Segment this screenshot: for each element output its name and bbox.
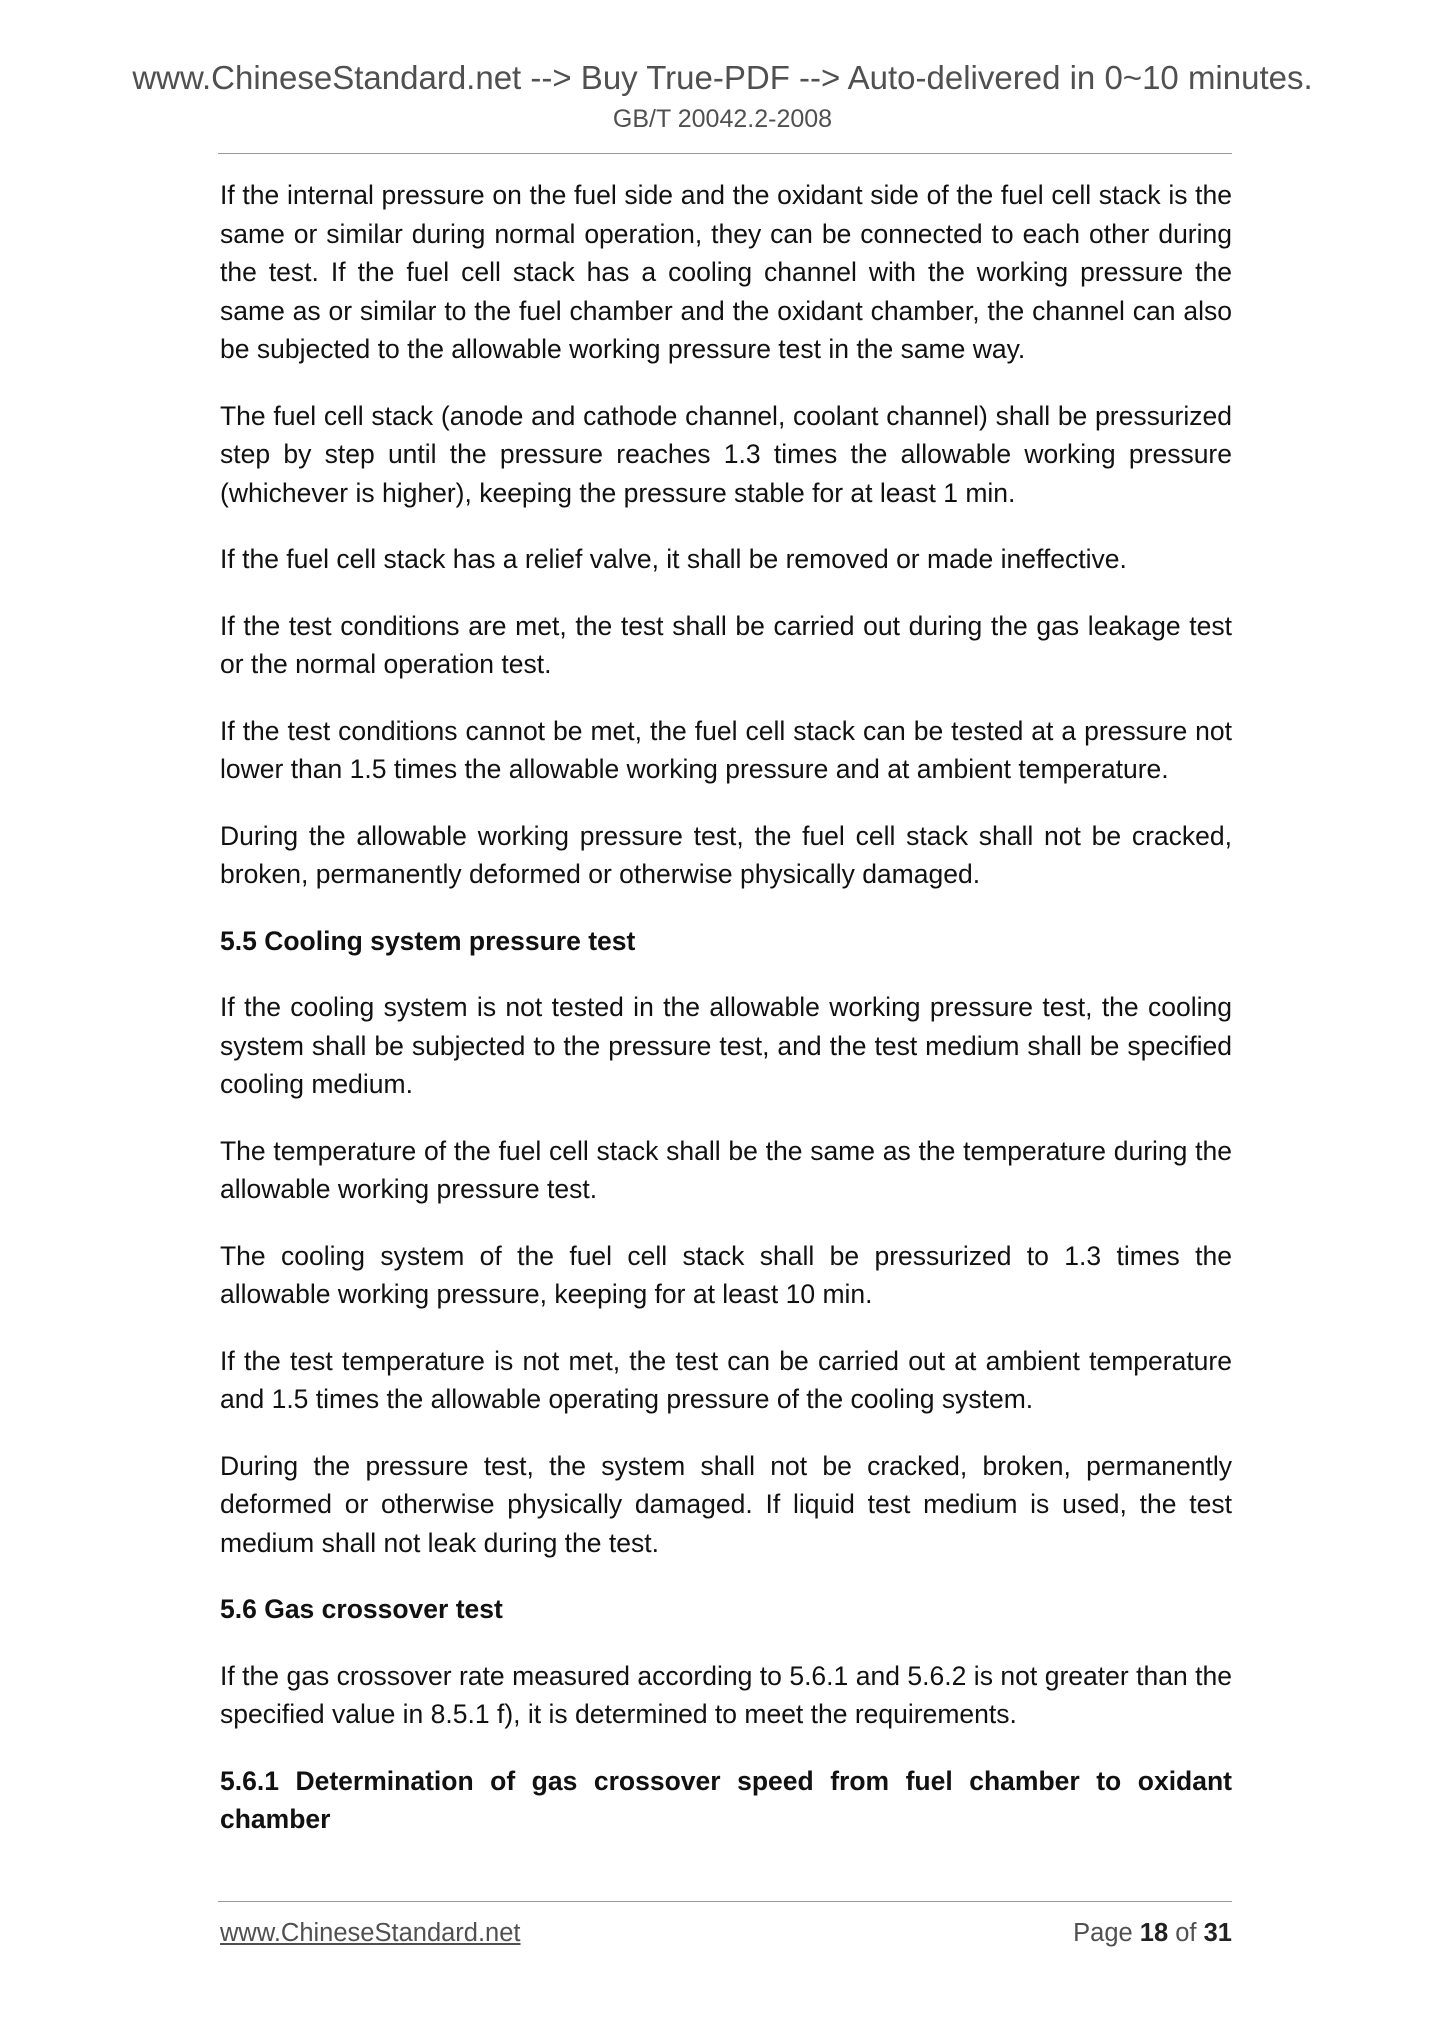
document-body (220, 176, 1232, 1867)
footer-divider (218, 1901, 1232, 1902)
standard-code: GB/T 20042.2-2008 (612, 105, 833, 133)
page-indicator (1073, 1916, 1232, 1950)
paragraph: If the gas crossover rate measured according to 5.6.1 and 5.6.2 is not greater than the specified value in 8.5.1 f), it is determined to meet the requirements. (220, 1660, 1232, 1729)
paragraph: The temperature of the fuel cell stack shall be the same as the temperature during the allowable working pressure test. (220, 1135, 1232, 1204)
page-total: 31 (1203, 1919, 1232, 1947)
section-heading-5-6: 5.6 Gas crossover test (220, 1594, 503, 1624)
header-divider (218, 153, 1232, 154)
paragraph: If the fuel cell stack has a relief valve, it shall be removed or made ineffective. (220, 544, 1127, 574)
page-current: 18 (1139, 1919, 1169, 1947)
section-heading-5-5: 5.5 Cooling system pressure test (220, 925, 636, 956)
header-banner: www.ChineseStandard.net --> Buy True-PDF --> Auto-delivered in 0~10 minutes. (132, 59, 1313, 96)
footer-site-link[interactable]: www.ChineseStandard.net (220, 1919, 521, 1947)
section-heading-5-6-1: 5.6.1 Determination of gas crossover speed from fuel chamber to oxidant chamber (220, 1765, 1232, 1834)
paragraph: If the cooling system is not tested in the allowable working pressure test, the cooling system shall be subjected to the pressure test, and the test medium shall be specified cooling medium. (220, 992, 1232, 1099)
page-word: Page (1073, 1919, 1133, 1947)
paragraph: If the internal pressure on the fuel side and the oxidant side of the fuel cell stack is the same or similar during normal operation, they can be connected to each other during the test. If the fuel cell stack has a cooling channel with the working pressure the same as or similar to the fuel chamber and the oxidant chamber, the channel can also be subjected to the allowable working pressure test in the same way. (220, 180, 1232, 364)
paragraph: During the allowable working pressure test, the fuel cell stack shall not be cracked, broken, permanently deformed or otherwise physically damaged. (220, 820, 1232, 889)
paragraph: If the test conditions cannot be met, the fuel cell stack can be tested at a pressure not lower than 1.5 times the allowable working pressure and at ambient temperature. (220, 715, 1232, 784)
paragraph: The cooling system of the fuel cell stack shall be pressurized to 1.3 times the allowable working pressure, keeping for at least 10 min. (220, 1240, 1232, 1309)
paragraph: During the pressure test, the system shall not be cracked, broken, permanently deformed or otherwise physically damaged. If liquid test medium is used, the test medium shall not leak during the test. (220, 1450, 1232, 1558)
page-of: of (1175, 1919, 1197, 1947)
paragraph: If the test conditions are met, the test shall be carried out during the gas leakage test or the normal operation test. (220, 610, 1232, 679)
paragraph: If the test temperature is not met, the test can be carried out at ambient temperature and 1.5 times the allowable operating pressure of the cooling system. (220, 1345, 1232, 1414)
paragraph: The fuel cell stack (anode and cathode channel, coolant channel) shall be pressurized step by step until the pressure reaches 1.3 times the allowable working pressure (whichever is higher), keeping the pressure stable for at least 1 min. (220, 400, 1232, 508)
